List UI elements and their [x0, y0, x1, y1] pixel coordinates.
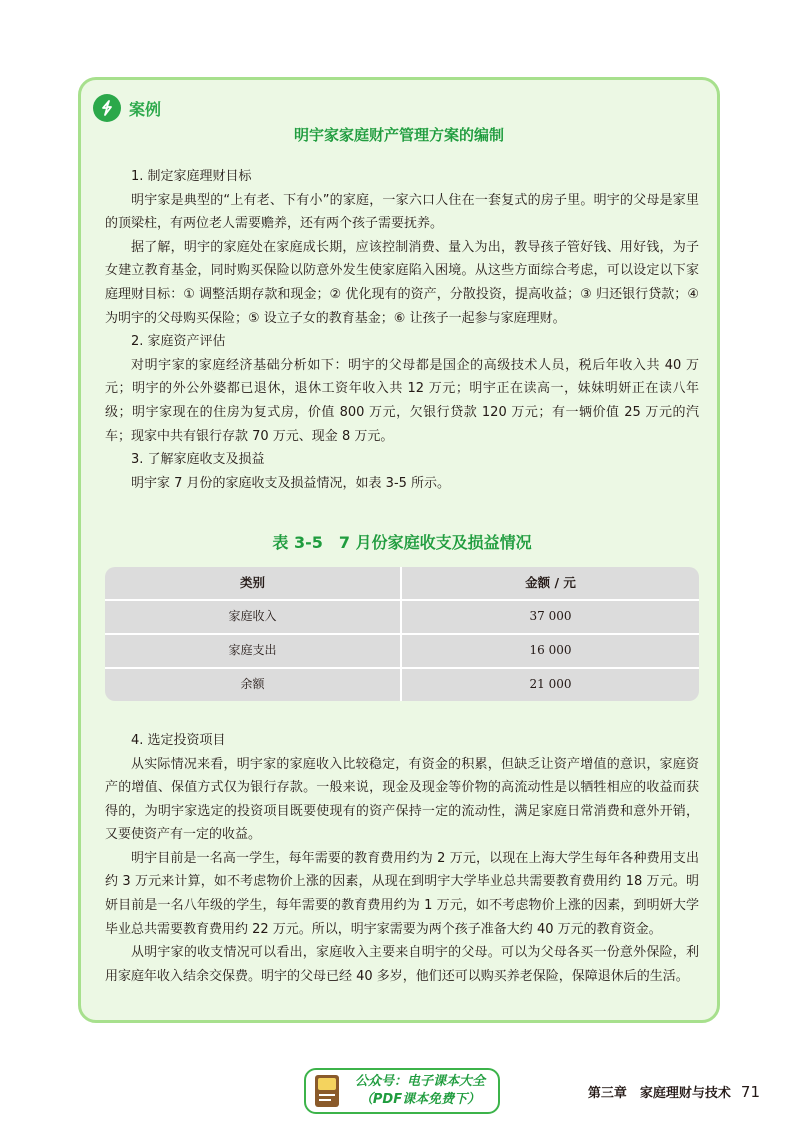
table-cell-category: 家庭支出: [105, 633, 402, 667]
section-4-heading: 4. 选定投资项目: [131, 732, 226, 748]
section-3-paragraph-1: 明宇家 7 月份的家庭收支及损益情况，如表 3-5 所示。: [131, 475, 451, 491]
footer-chapter: 第三章 家庭理财与技术: [587, 1086, 731, 1101]
table-header-amount: 金额 / 元: [525, 575, 576, 591]
table-cell-amount: 16 000: [402, 633, 699, 667]
case-content: [105, 165, 699, 988]
section-4-paragraph-3: 从明宇家的收支情况可以看出，家庭收入主要来自明宇的父母。可以为父母各买一份意外保险，利用家庭年收入结余交保费。明宇的父母已经 40 多岁，他们还可以购买养老保险，保障退休后的生活。: [105, 945, 699, 984]
watermark-line-1: 公众号：电子课本大全: [354, 1074, 485, 1089]
table-row: [105, 633, 699, 667]
table-row: [105, 667, 699, 701]
section-4-paragraph-2: 明宇目前是一名高一学生，每年需要的教育费用约为 2 万元，以现在上海大学生每年各种费用支出约 3 万元来计算，如不考虑物价上涨的因素，从现在到明宇大学毕业总共需要教育费用约 18 万元。明妍目前是一名八年级的学生，每年需要的教育费用约为 1 万元，如不考虑物价上涨的因素，到明妍大学毕业总共需要教育费用约 22 万元。所以，明宇家需要为两个孩子准备大约 40 万元的教育资金。: [105, 850, 699, 937]
table-header-row: [105, 567, 699, 599]
section-1-heading: 1. 制定家庭理财目标: [131, 169, 252, 184]
table-cell-amount: 37 000: [402, 599, 699, 633]
watermark-text: [342, 1073, 498, 1109]
section-3-heading: 3. 了解家庭收支及损益: [131, 452, 265, 468]
case-title: 明宇家家庭财产管理方案的编制: [293, 126, 504, 144]
table-title: 表 3-5 7 月份家庭收支及损益情况: [272, 533, 532, 553]
section-2-paragraph-1: 对明宇家的家庭经济基础分析如下：明宇的父母都是国企的高级技术人员，税后年收入共 40 万元；明宇的外公外婆都已退休，退休工资年收入共 12 万元；明宇正在读高一，妹妹明妍正在读八年级；明宇家现在的住房为复式房，价值 800 万元，欠银行贷款 120 万元；有一辆价值 25 万元的汽车；现家中共有银行存款 70 万元、现金 8 万元。: [105, 357, 699, 444]
case-icon: [93, 94, 121, 122]
table-cell-category: 余额: [105, 667, 402, 701]
table-cell-category: 家庭收入: [105, 599, 402, 633]
table-cell-amount: 21 000: [402, 667, 699, 701]
watermark-line-2: （PDF课本免费下）: [359, 1092, 481, 1107]
income-expense-table: [105, 567, 699, 701]
page-footer: [588, 1082, 760, 1101]
case-box: [78, 77, 720, 1023]
section-1-paragraph-2: 据了解，明宇的家庭处在家庭成长期，应该控制消费、量入为出，教导孩子管好钱、用好钱，为子女建立教育基金，同时购买保险以防意外发生使家庭陷入困境。从这些方面综合考虑，可以设定以下家庭理财目标：① 调整活期存款和现金；② 优化现有的资产，分散投资，提高收益；③ 归还银行贷款；④ 为明宇的父母购买保险；⑤ 设立子女的教育基金；⑥ 让孩子一起参与家庭理财。: [105, 239, 699, 326]
page-number: 71: [740, 1083, 760, 1101]
table-row: [105, 599, 699, 633]
table-header-category: 类别: [105, 567, 402, 599]
watermark-banner: [304, 1068, 500, 1114]
section-1-paragraph-1: 明宇家是典型的“上有老、下有小”的家庭，一家六口人住在一套复式的房子里。明宇的父母是家里的顶梁柱，有两位老人需要赡养，还有两个孩子需要抚养。: [105, 192, 699, 232]
case-label: 案例: [129, 99, 162, 119]
section-4-paragraph-1: 从实际情况来看，明宇家的家庭收入比较稳定，有资金的积累，但缺乏让资产增值的意识，家庭资产的增值、保值方式仅为银行存款。一般来说，现金及现金等价物的高流动性是以牺牲相应的收益而获得的，为明宇家选定的投资项目既要使现有的资产保持一定的流动性，满足家庭日常消费和意外开销，又要使资产有一定的收益。: [105, 756, 699, 843]
book-icon: [312, 1073, 342, 1109]
case-header: [93, 94, 161, 122]
section-2-heading: 2. 家庭资产评估: [131, 334, 226, 350]
